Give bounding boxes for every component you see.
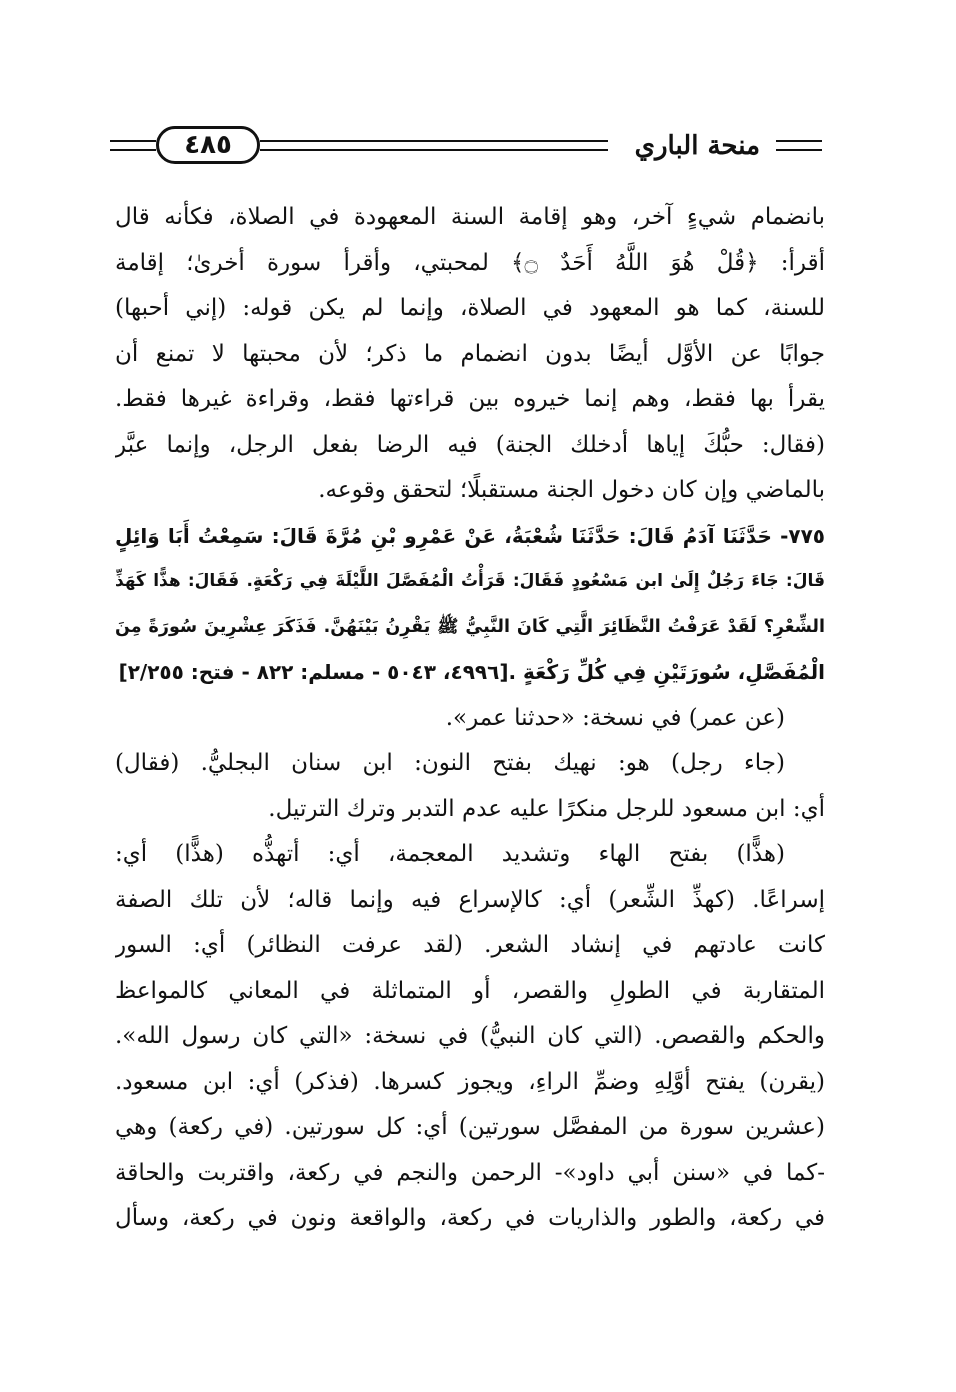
text-line: والحكم والقصص. (التي كان النبيُّ) في نسخة: «التي كان رسول الله». <box>115 1023 825 1049</box>
text-line: (فقال: حبُّكَ إياها أدخلك الجنة) فيه الرضا بفعل الرجل، وإنما عبَّر <box>115 431 825 458</box>
text-line: للسنة، كما هو المعهود في الصلاة، وإنما لم يكن قوله: (إني أحبها) <box>115 295 825 321</box>
hadith-line: الشِّعْرِ؟ لَقَدْ عَرَفْتُ النَّظَائِرَ الَّتِي كَانَ النَّبِيُّ ﷺ يَقْرِنُ بَيْنَهُنَّ. فَذَكَرَ عِشْرِينَ سُورَةً مِنَ <box>115 616 825 637</box>
hadith-line: ٧٧٥- حَدَّثَنَا آدَمُ قَالَ: حَدَّثَنَا شُعْبَةُ، عَنْ عَمْرِو بْنِ مُرَّةَ قَالَ: سَمِعْتُ أَبَا وَائِلٍ <box>115 523 825 548</box>
text-line: بانضمام شيءٍ آخر، وهو إقامة السنة المعهودة في الصلاة، فكأنه قال <box>115 204 825 230</box>
text-line: كانت عادتهم في إنشاد الشعر. (لقد عرفت النظائر) أي: السور <box>115 932 825 958</box>
page-number: ٤٨٥ <box>184 130 232 160</box>
header-rule-right-bottom <box>776 149 822 151</box>
header-rule-left-bottom <box>110 149 156 151</box>
header-rule-left-top <box>110 140 156 142</box>
text-line: جوابًا عن الأوَّل أيضًا بدون انضمام ما ذكر؛ لأن محبتها لا تمنع أن <box>115 340 825 367</box>
text-line: (عشرين سورة من المفصَّل سورتين) أي: كل سورتين. (في ركعة) وهي <box>115 1114 825 1140</box>
hadith-line: قَالَ: جَاءَ رَجُلٌ إِلَىٰ ابن مَسْعُودٍ فَقَالَ: قَرَأْتُ الْمُفَصَّلَ اللَّيْلَةَ فِي رَكْعَةٍ. فَقَالَ: هذًّا كَهَذِّ <box>115 571 825 591</box>
hadith-line: الْمُفَصَّلِ، سُورَتَيْنِ فِي كُلِّ رَكْعَةٍ .[٤٩٩٦، ٥٠٤٣ - مسلم: ٨٢٢ - فتح: ٢/٢٥٥] <box>118 660 825 684</box>
text-line: بالماضي وإن كان دخول الجنة مستقبلًا؛ لتحقق وقوعه. <box>318 477 825 503</box>
text-line: (هذًّا) بفتح الهاء وتشديد المعجمة، أي: أتهذُّه (هذًّا) أي: <box>115 841 785 867</box>
text-line: (جاء رجل) هو: نهيك بفتح النون: ابن سنان البجليُّ. (فقال) <box>115 750 785 776</box>
text-line: يقرأ بها فقط، وهم إنما خيروه بين قراءتها فقط، وقراءة غيرها فقط. <box>115 386 825 412</box>
text-line: إسراعًا. (كهذِّ الشِّعر) أي: كالإسراع فيه وإنما قاله؛ لأن تلك الصفة <box>115 886 825 913</box>
header-rule-middle-bottom <box>260 149 608 151</box>
text-line: المتقاربة في الطولِ والقصر، أو المتماثلة في المعاني كالمواعظ <box>115 977 825 1004</box>
text-line: (عن عمر) في نسخة: «حدثنا عمر». <box>445 704 785 731</box>
page-number-badge <box>156 126 260 164</box>
page-header <box>110 122 822 170</box>
page-body <box>115 195 825 1242</box>
book-title: منحة الباري <box>634 131 760 161</box>
text-line: -كما في «سنن أبي داود»- الرحمن والنجم في ركعة، واقتربت والحاقة <box>115 1159 825 1186</box>
text-line: أقرأ: ﴿قُلْ هُوَ اللَّهُ أَحَدٌ ۝﴾ لمحبتي، وأقرأ سورة أخرىٰ؛ إقامة <box>115 249 825 276</box>
text-line: (يقرن) يفتح أوَّلِهِ وضمِّ الراءِ، ويجوز كسرها. (فذكر) أي: ابن مسعود. <box>115 1068 825 1095</box>
header-rule-right-top <box>776 140 822 142</box>
text-line: أي: ابن مسعود للرجل منكرًا عليه عدم التدبر وترك الترتيل. <box>268 795 825 822</box>
header-rule-middle-top <box>260 140 608 142</box>
text-line: في ركعة، والطور والذاريات في ركعة، والواقعة ونون في ركعة، وسأل <box>115 1205 825 1231</box>
